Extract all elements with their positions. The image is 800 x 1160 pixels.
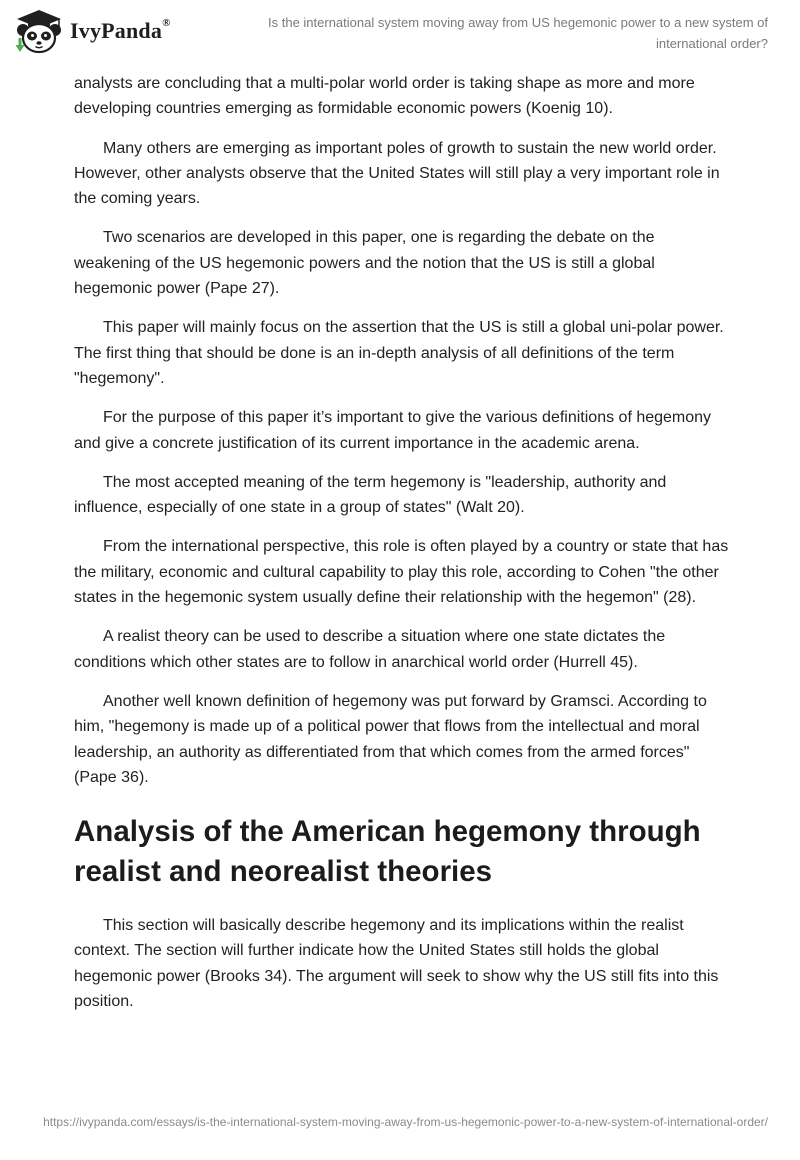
paragraph: The most accepted meaning of the term hegemony is "leadership, authority and influence, especially of one state in a group of states" (Walt 20). — [74, 473, 667, 517]
paragraph: From the international perspective, this role is often played by a country or state that has the military, economic and cultural capability to play this role, according to Cohen "the other states in the hegemonic system usually define their relationship with the hegemon" (28). — [74, 538, 729, 607]
section-paragraph: This section will basically describe hegemony and its implications within the realist context. The section will further indicate how the United States still holds the global hegemonic power (Brooks 34). The argument will seek to show why the US still fits into this position. — [74, 917, 719, 1011]
essay-body — [74, 71, 734, 1028]
ivypanda-logo[interactable] — [14, 8, 171, 54]
section-heading: Analysis of the American hegemony through realist and neorealist theories — [74, 815, 701, 889]
paragraph: For the purpose of this paper it’s important to give the various definitions of hegemony and give a concrete justification of its current importance in the academic arena. — [74, 409, 712, 452]
paragraph: analysts are concluding that a multi-polar world order is taking shape as more and more developing countries emerging as formidable economic powers (Koenig 10). — [74, 75, 695, 118]
document-title: Is the international system moving away from US hegemonic power to a new system of international order? — [268, 15, 768, 51]
paragraph: Another well known definition of hegemony was put forward by Gramsci. According to him, "hegemony is made up of a political power that flows from the intellectual and moral leadership, an authority as differentiated from that which comes from the armed forces" (Pape 36). — [74, 692, 707, 786]
panda-graduate-icon — [14, 8, 64, 54]
paragraph: Two scenarios are developed in this paper, one is regarding the debate on the weakening of the US hegemonic powers and the notion that the US is still a global hegemonic power (Pape 27). — [74, 229, 655, 298]
page-header — [0, 0, 800, 66]
source-url[interactable]: https://ivypanda.com/essays/is-the-international-system-moving-away-from-us-hegemonic-power-to-a-new-system-of-international-order/ — [43, 1115, 768, 1129]
brand-name: IvyPanda® — [70, 16, 171, 43]
paragraph: Many others are emerging as important poles of growth to sustain the new world order. However, other analysts observe that the United States will still play a very important role in the coming years. — [74, 139, 720, 208]
paragraph: This paper will mainly focus on the assertion that the US is still a global uni-polar power. The first thing that should be done is an in-depth analysis of all definitions of the term "hegemony". — [74, 319, 724, 387]
paragraph: A realist theory can be used to describe a situation where one state dictates the conditions which other states are to follow in anarchical world order (Hurrell 45). — [74, 628, 666, 671]
